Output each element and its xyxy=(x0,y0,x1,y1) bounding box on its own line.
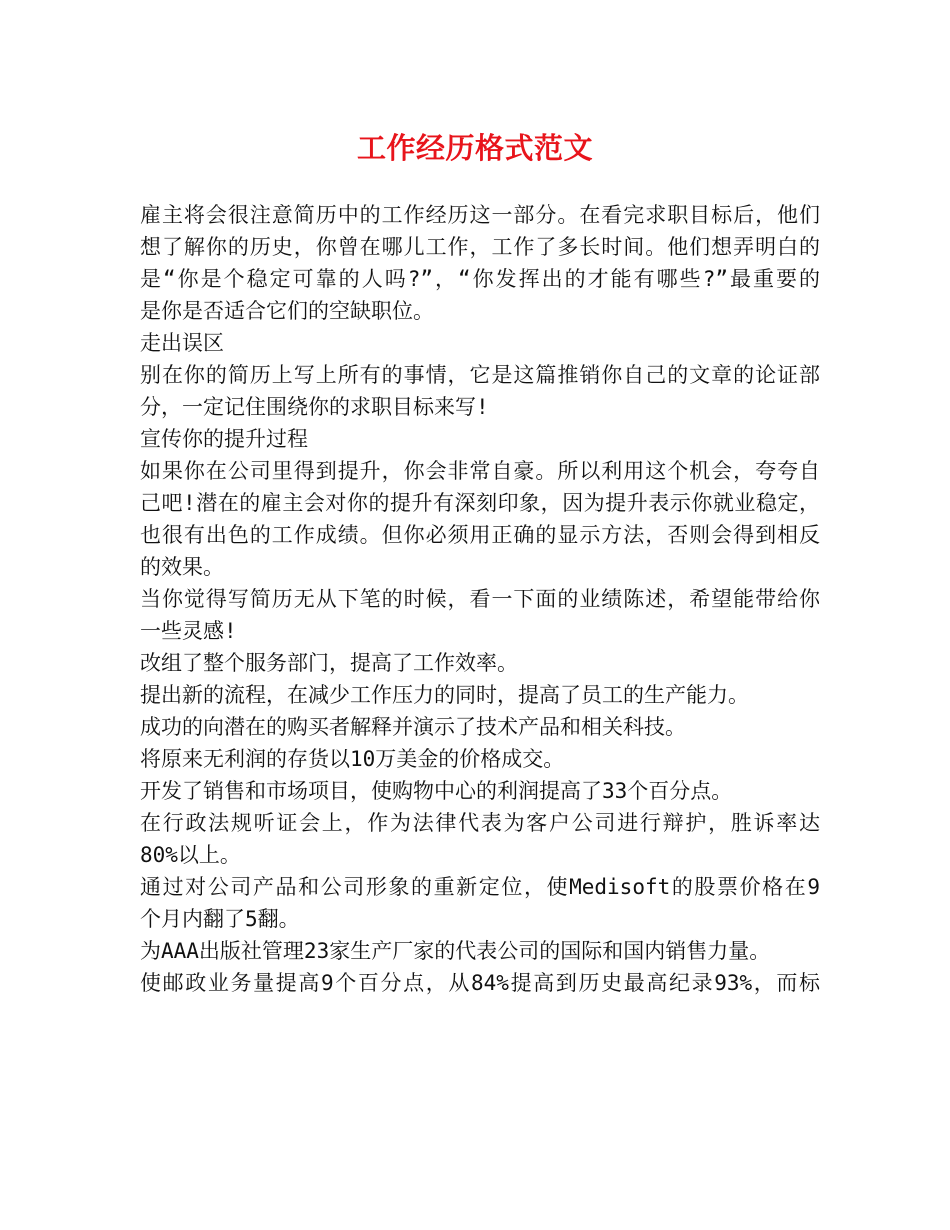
body-line: 使邮政业务量提高9个百分点，从84%提高到历史最高纪录93%，而标 xyxy=(140,971,820,995)
body-line: 雇主将会很注意简历中的工作经历这一部分。在看完求职目标后，他们 xyxy=(140,203,820,227)
body-line: 也很有出色的工作成绩。但你必须用正确的显示方法，否则会得到相反 xyxy=(140,523,820,547)
body-line: 80%以上。 xyxy=(140,843,241,867)
body-line: 当你觉得写简历无从下笔的时候，看一下面的业绩陈述，希望能带给你 xyxy=(140,587,820,611)
body-line: 分，一定记住围绕你的求职目标来写! xyxy=(140,395,489,419)
section-heading: 走出误区 xyxy=(140,331,224,355)
body-line: 己吧!潜在的雇主会对你的提升有深刻印象，因为提升表示你就业稳定， xyxy=(140,491,820,515)
body-line: 想了解你的历史，你曾在哪儿工作，工作了多长时间。他们想弄明白的 xyxy=(140,235,820,259)
section-heading: 宣传你的提升过程 xyxy=(140,427,308,451)
body-line: 通过对公司产品和公司形象的重新定位，使Medisoft的股票价格在9 xyxy=(140,875,820,899)
body-line: 开发了销售和市场项目，使购物中心的利润提高了33个百分点。 xyxy=(140,779,733,803)
body-line: 的效果。 xyxy=(140,555,224,579)
body-line: 如果你在公司里得到提升，你会非常自豪。所以利用这个机会，夸夸自 xyxy=(140,459,820,483)
body-line: 别在你的简历上写上所有的事情，它是这篇推销你自己的文章的论证部 xyxy=(140,363,820,387)
document-title: 工作经历格式范文 xyxy=(356,131,593,165)
body-line: 一些灵感! xyxy=(140,619,237,643)
body-line: 提出新的流程，在减少工作压力的同时，提高了员工的生产能力。 xyxy=(140,683,749,707)
body-line: 为AAA出版社管理23家生产厂家的代表公司的国际和国内销售力量。 xyxy=(140,939,771,963)
body-line: 在行政法规听证会上，作为法律代表为客户公司进行辩护，胜诉率达 xyxy=(140,811,820,835)
body-line: 改组了整个服务部门，提高了工作效率。 xyxy=(140,651,518,675)
document-body xyxy=(140,199,820,999)
body-line: 个月内翻了5翻。 xyxy=(140,907,300,931)
body-line: 成功的向潜在的购买者解释并演示了技术产品和相关科技。 xyxy=(140,715,686,739)
body-line: 是你是否适合它们的空缺职位。 xyxy=(140,299,434,323)
body-line: 是“你是个稳定可靠的人吗?”，“你发挥出的才能有哪些?”最重要的 xyxy=(140,267,820,291)
body-line: 将原来无利润的存货以10万美金的价格成交。 xyxy=(140,747,565,771)
